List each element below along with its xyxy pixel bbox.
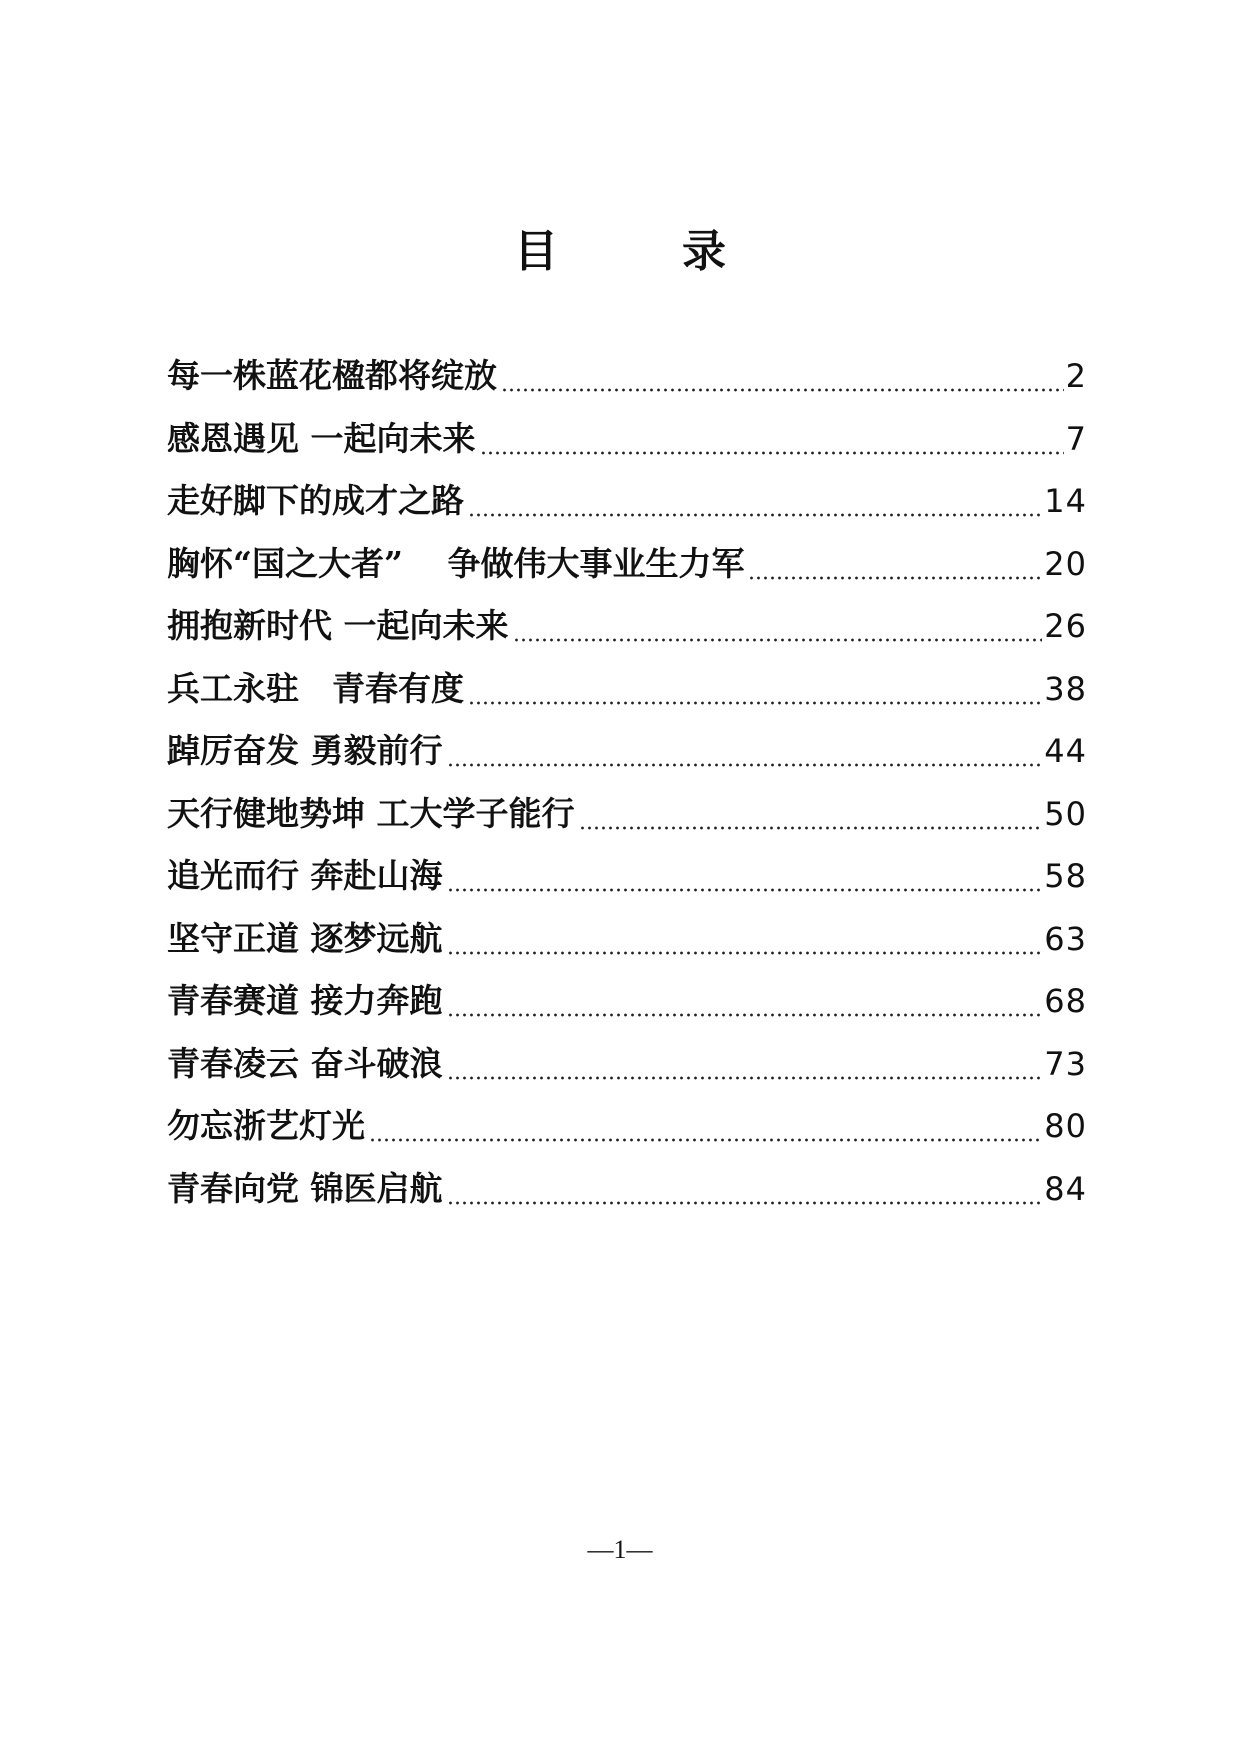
toc-entry-title: 坚守正道 逐梦远航 <box>167 918 443 958</box>
dot-leader <box>468 513 1042 517</box>
toc-entry-title: 天行健地势坤 工大学子能行 <box>167 793 575 833</box>
toc-entry-page: 38 <box>1044 669 1087 708</box>
toc-entry[interactable] <box>167 603 1087 666</box>
toc-entry[interactable] <box>167 478 1087 541</box>
toc-entry-page: 44 <box>1044 732 1087 770</box>
toc-entry-title: 兵工永驻 青春有度 <box>167 668 464 708</box>
toc-entry[interactable] <box>167 1103 1087 1166</box>
toc-entry[interactable] <box>167 666 1087 729</box>
dot-leader <box>748 576 1042 580</box>
toc-entry-title: 胸怀“国之大者” 争做伟大事业生力军 <box>167 543 745 583</box>
toc-entry[interactable] <box>167 728 1087 791</box>
toc-entry-title: 勿忘浙艺灯光 <box>167 1106 365 1145</box>
dot-leader <box>513 638 1043 642</box>
toc-entry-page: 14 <box>1044 482 1087 520</box>
toc-entry-page: 68 <box>1044 982 1087 1020</box>
toc-entry-title: 青春凌云 奋斗破浪 <box>167 1043 443 1083</box>
dot-leader <box>501 388 1064 392</box>
toc-entry-page: 84 <box>1044 1169 1087 1208</box>
toc-entry-page: 63 <box>1044 919 1087 958</box>
toc-entry-title: 走好脚下的成才之路 <box>167 481 464 520</box>
dot-leader <box>447 1076 1043 1080</box>
dot-leader <box>447 763 1043 767</box>
toc-entry[interactable] <box>167 1041 1087 1104</box>
toc-entry-title: 追光而行 奔赴山海 <box>167 856 443 895</box>
toc-entry[interactable] <box>167 416 1087 479</box>
dot-leader <box>369 1138 1042 1142</box>
toc-entry-page: 26 <box>1044 607 1087 645</box>
dot-leader <box>447 888 1043 892</box>
toc-entry-title: 感恩遇见 一起向未来 <box>167 418 476 458</box>
toc-entry[interactable] <box>167 916 1087 979</box>
dot-leader <box>447 951 1043 955</box>
toc-entry-page: 58 <box>1044 857 1087 895</box>
dot-leader <box>579 826 1043 830</box>
toc-entry-page: 73 <box>1044 1044 1087 1083</box>
toc-entry-page: 20 <box>1044 544 1087 583</box>
toc-entry-page: 80 <box>1044 1107 1087 1145</box>
toc-entry-title: 每一株蓝花楹都将绽放 <box>167 356 497 395</box>
dot-leader <box>480 451 1064 455</box>
toc-entry-title: 踔厉奋发 勇毅前行 <box>167 731 443 770</box>
dot-leader <box>447 1013 1043 1017</box>
dot-leader <box>468 701 1042 705</box>
toc-entry[interactable] <box>167 541 1087 604</box>
toc-entry-title: 拥抱新时代 一起向未来 <box>167 606 509 645</box>
toc-entry-title: 青春赛道 接力奔跑 <box>167 981 443 1020</box>
page-number: —1— <box>587 1535 653 1564</box>
toc-entry-page: 2 <box>1065 357 1087 395</box>
toc-entry-title: 青春向党 锦医启航 <box>167 1168 443 1208</box>
toc-entry[interactable] <box>167 978 1087 1041</box>
toc-entry[interactable] <box>167 853 1087 916</box>
dot-leader <box>447 1201 1043 1205</box>
toc-entry-page: 7 <box>1065 419 1087 458</box>
table-of-contents <box>167 353 1087 1228</box>
toc-entry[interactable] <box>167 791 1087 854</box>
page-title: 目 录 <box>514 226 766 277</box>
toc-entry-page: 50 <box>1044 794 1087 833</box>
toc-entry[interactable] <box>167 1166 1087 1229</box>
toc-entry[interactable] <box>167 353 1087 416</box>
